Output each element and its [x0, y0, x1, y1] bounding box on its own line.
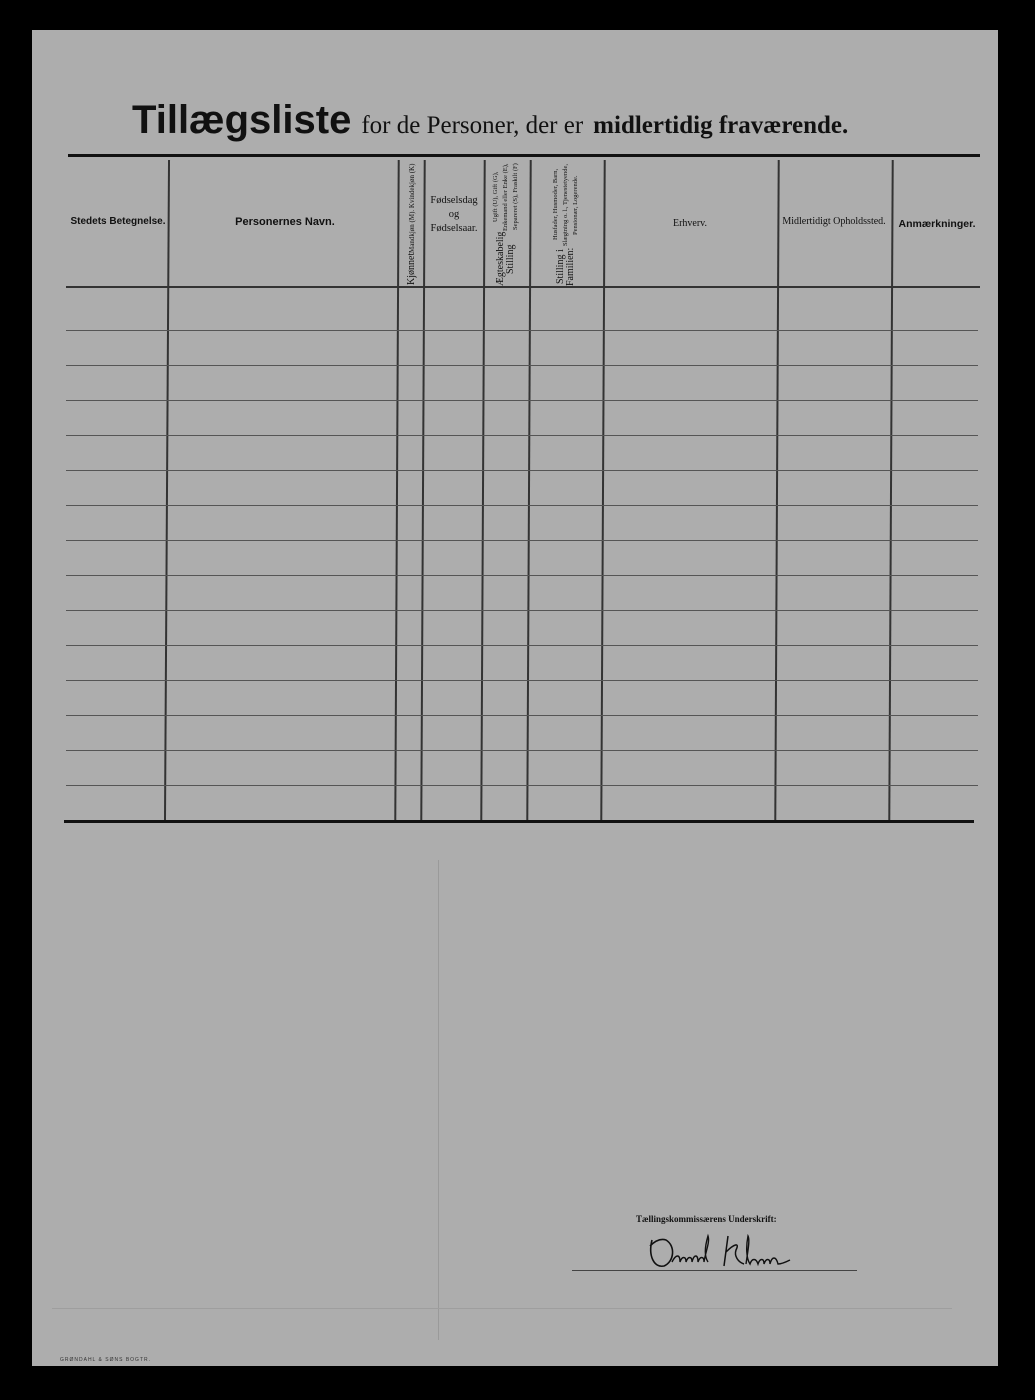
row-line — [66, 330, 978, 331]
row-line — [66, 470, 978, 471]
header-stilling-sub: Husfader, Husmoder, Barn, Slægtning o. l., Tjenestetyende, Pensionær, Logerende. — [552, 163, 579, 246]
printer-mark: GRØNDAHL & SØNS BOGTR. — [60, 1357, 151, 1363]
header-separator — [66, 286, 980, 288]
header-aegteskab-sub: Ugift (U), Gift (G), Enkemand eller Enke (E), Separeret (S), Fraskilt (F) — [492, 163, 519, 231]
header-anm: Anmærkninger. — [898, 218, 976, 230]
col-divider-4 — [480, 160, 485, 822]
title-rest-2: midlertidig fraværende. — [593, 112, 849, 139]
header-aegteskab-label: Ægteskabelig Stilling — [495, 231, 516, 286]
header-stedets: Stedets Betegnelse. — [70, 216, 166, 227]
row-line — [66, 750, 978, 751]
signature-label: Tællingskommissærens Underskrift: — [636, 1214, 777, 1224]
row-line — [66, 610, 978, 611]
row-line — [66, 435, 978, 436]
row-line — [66, 540, 978, 541]
header-kjonnet — [400, 162, 424, 286]
col-divider-8 — [888, 160, 893, 822]
header-kjonnet-sub: Mandkjøn (M). Kvindekjøn (K) — [408, 163, 416, 253]
census-form-sheet — [32, 30, 998, 1366]
row-line — [66, 785, 978, 786]
header-kjonnet-label: Kjønnet — [406, 252, 417, 285]
show-through-line — [52, 1308, 952, 1309]
bottom-rule — [64, 820, 974, 823]
header-navn: Personernes Navn. — [235, 216, 335, 228]
row-line — [66, 575, 978, 576]
title-rest-1: for de Personer, der er — [361, 112, 584, 139]
show-through-line — [438, 860, 439, 1340]
signature-line — [572, 1270, 857, 1271]
title-main: Tillægsliste — [132, 98, 352, 142]
row-line — [66, 715, 978, 716]
header-aegteskab — [484, 162, 528, 286]
row-line — [66, 680, 978, 681]
header-fodsel: Fødselsdag og Fødselsaar. — [430, 195, 478, 234]
top-rule — [68, 154, 980, 157]
row-line — [66, 400, 978, 401]
header-erhverv: Erhverv. — [672, 218, 708, 229]
row-line — [66, 645, 978, 646]
header-ophold: Midlertidigt Opholdssted. — [782, 216, 886, 227]
row-line — [66, 505, 978, 506]
row-line — [66, 365, 978, 366]
form-title — [132, 98, 962, 150]
header-stilling-label: Stilling i Familien: — [555, 247, 576, 286]
header-stilling — [530, 162, 602, 286]
